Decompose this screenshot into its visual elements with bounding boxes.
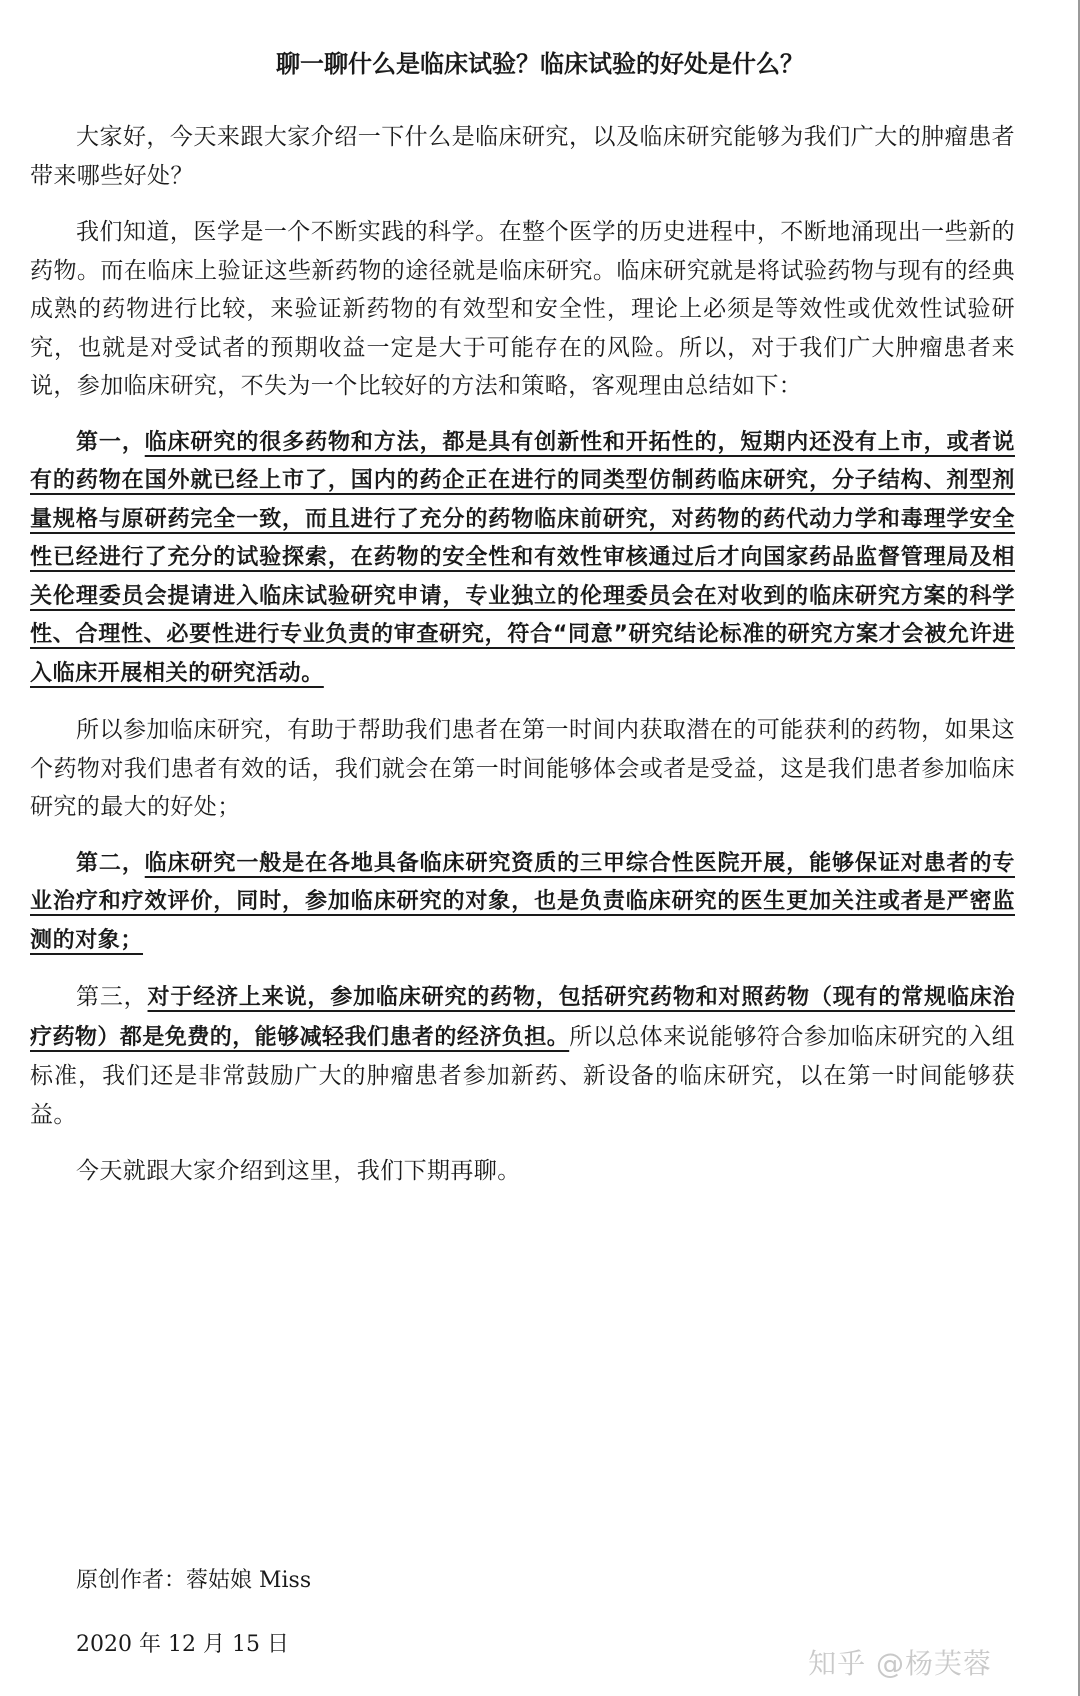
background-paragraph: 我们知道，医学是一个不断实践的科学。在整个医学的历史进程中，不断地涌现出一些新的药物。而在临床上验证这些新药物的途径就是临床研究。临床研究就是将试验药物与现有的经典成熟的药物进行比较，来验证新药物的有效型和安全性，理论上必须是等效性或优效性试验研究，也就是对受试者的预期收益一定是大于可能存在的风险。所以，对于我们广大肿瘤患者来说，参加临床研究，不失为一个比较好的方法和策略，客观理由总结如下： xyxy=(30,219,1015,399)
point-one-lead: 第一， xyxy=(76,429,145,455)
point-three-rest-text: 所以总体来说能够符合参加临床研究的入组标准，我们还是非常鼓励广大的肿瘤患者参加新药、新设备的临床研究，以在第一时间能够获益。 xyxy=(30,1023,1015,1128)
point-two-text: 临床研究一般是在各地具备临床研究资质的三甲综合性医院开展，能够保证对患者的专业治疗和疗效评价，同时，参加临床研究的对象，也是负责临床研究的医生更加关注或者是严密监测的对象； xyxy=(30,850,1015,953)
point-one-text: 临床研究的很多药物和方法，都是具有创新性和开拓性的，短期内还没有上市，或者说有的药物在国外就已经上市了，国内的药企正在进行的同类型仿制药临床研究，分子结构、剂型剂量规格与原研药完全一致，而且进行了充分的药物临床前研究，对药物的药代动力学和毒理学安全性已经进行了充分的试验探索，在药物的安全性和有效性审核通过后才向国家药品监督管理局及相关伦理委员会提请进入临床试验研究申请，专业独立的伦理委员会在对收到的临床研究方案的科学性、合理性、必要性进行专业负责的审查研究，符合“同意”研究结论标准的研究方案才会被允许进入临床开展相关的研究活动。 xyxy=(30,429,1015,686)
intro-paragraph: 大家好，今天来跟大家介绍一下什么是临床研究，以及临床研究能够为我们广大的肿瘤患者带来哪些好处？ xyxy=(30,124,1015,189)
point-two-lead: 第二， xyxy=(76,850,145,876)
closing-paragraph: 今天就跟大家介绍到这里，我们下期再聊。 xyxy=(76,1158,521,1184)
page-title: 聊一聊什么是临床试验？临床试验的好处是什么？ xyxy=(276,50,804,78)
date-line: 2020 年 12 月 15 日 xyxy=(76,1632,289,1657)
zhihu-watermark: 知乎 @杨芙蓉 xyxy=(808,1647,992,1680)
point-three-lead: 第三， xyxy=(76,984,148,1010)
point-one-benefit-paragraph: 所以参加临床研究，有助于帮助我们患者在第一时间内获取潜在的可能获利的药物，如果这个药物对我们患者有效的话，我们就会在第一时间能够体会或者是受益，这是我们患者参加临床研究的最大的好处； xyxy=(30,717,1015,820)
point-two-paragraph xyxy=(30,845,1015,961)
point-one-paragraph xyxy=(30,424,1015,694)
author-line: 原创作者：蓉姑娘 Miss xyxy=(76,1568,312,1593)
article-body xyxy=(30,118,1015,1209)
point-three-paragraph xyxy=(30,978,1015,1134)
point-three-underlined-text: 对于经济上来说，参加临床研究的药物，包括研究药物和对照药物（现有的常规临床治疗药物）都是免费的，能够减轻我们患者的经济负担。 xyxy=(30,985,1016,1050)
